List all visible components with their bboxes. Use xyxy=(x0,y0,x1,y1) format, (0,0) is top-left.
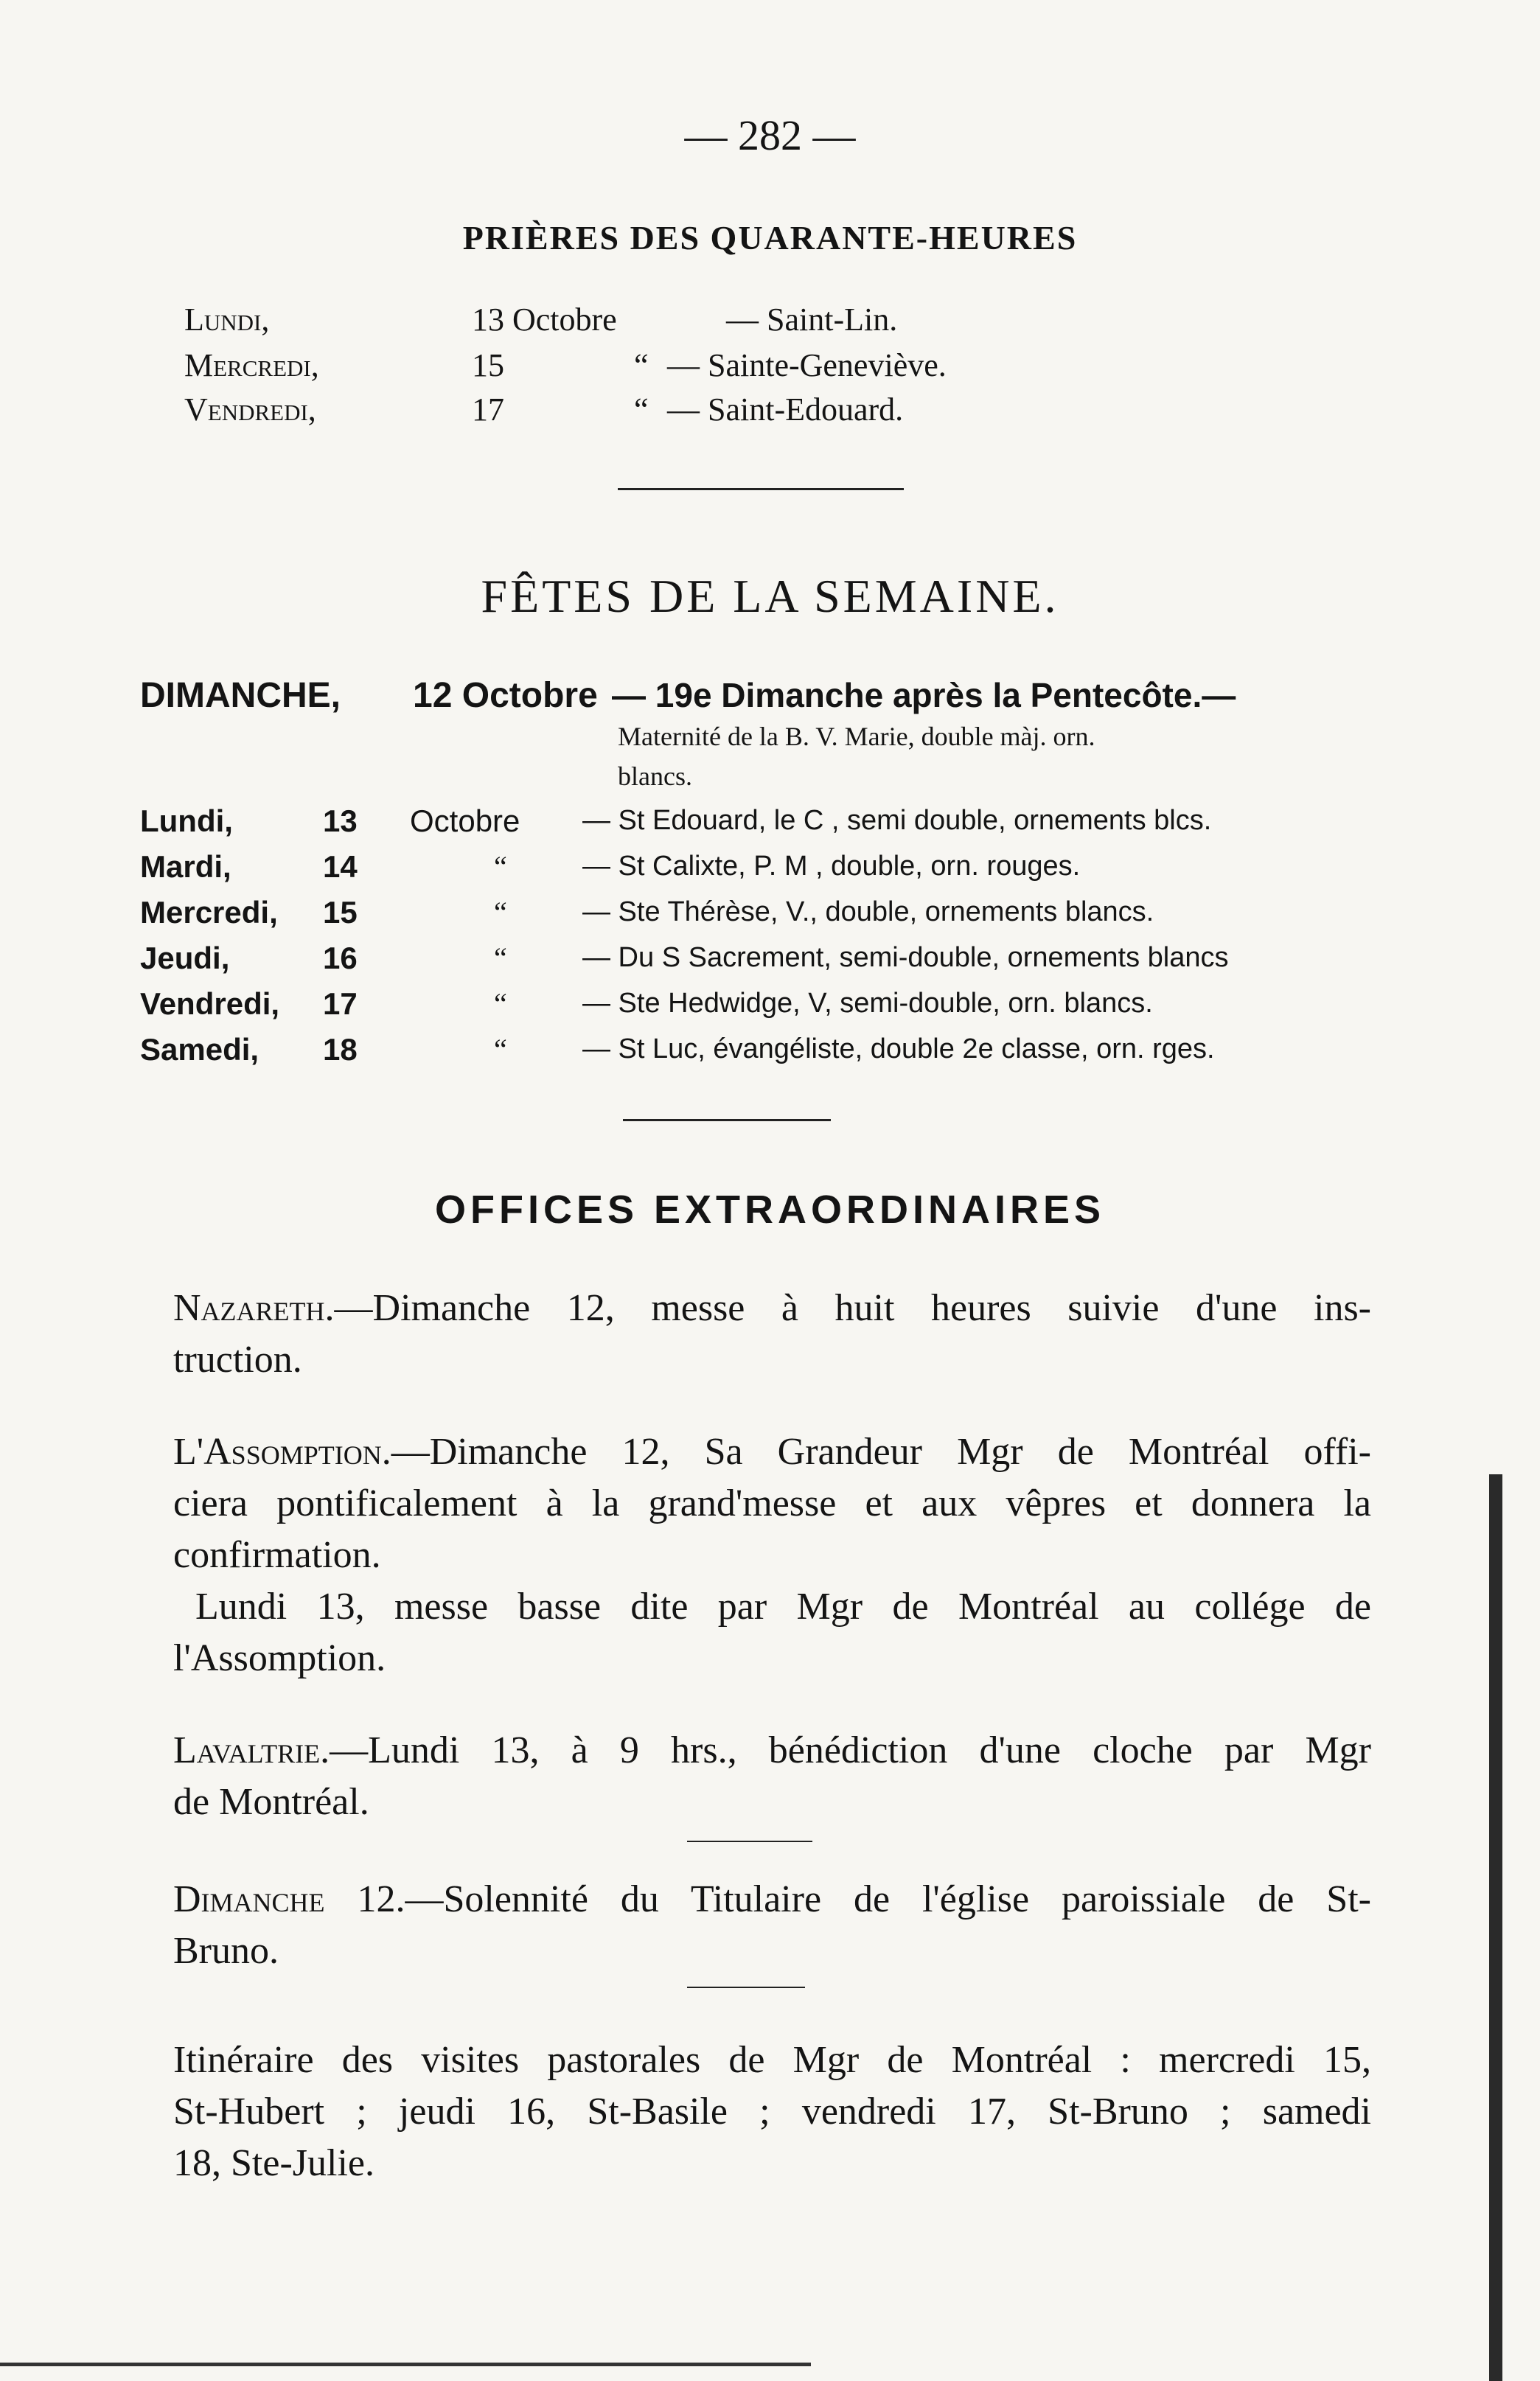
office-line: de Montréal. xyxy=(173,1781,369,1823)
office-text: —Dimanche 12, messe à huit heures suivie d'une ins- xyxy=(334,1287,1371,1329)
fete-desc: — Ste Hedwidge, V, semi-double, orn. blancs. xyxy=(582,988,1153,1019)
fete-date: 13 xyxy=(323,803,358,838)
office-text: 12.—Solennité du Titulaire de l'église paroissiale de St- xyxy=(324,1878,1371,1920)
sunday-title: — 19e Dimanche après la Pentecôte.— xyxy=(612,676,1236,714)
office-line xyxy=(173,1426,1371,1478)
office-line: l'Assomption. xyxy=(173,1637,386,1679)
section-divider xyxy=(623,1119,831,1121)
office-line: Bruno. xyxy=(173,1930,279,1972)
fete-day: Lundi, xyxy=(140,803,233,838)
office-lead: Lavaltrie. xyxy=(173,1729,330,1771)
office-line: ciera pontificalement à la grand'messe et aux vêpres et donnera la xyxy=(173,1482,1371,1524)
office-nazareth xyxy=(173,1283,1371,1386)
fete-date: 18 xyxy=(323,1032,358,1067)
prieres-day: Mercredi, xyxy=(184,347,319,383)
prieres-date: 17 xyxy=(472,391,504,428)
office-line: Itinéraire des visites pastorales de Mgr de Montréal : mercredi 15, xyxy=(173,2039,1371,2081)
fete-day: Samedi, xyxy=(140,1032,259,1067)
prieres-ditto: “ xyxy=(634,391,649,428)
office-line: truction. xyxy=(173,1339,302,1381)
fete-day: Mardi, xyxy=(140,849,231,884)
fete-ditto: “ xyxy=(494,896,507,929)
prieres-date: 15 xyxy=(472,347,504,383)
fete-ditto: “ xyxy=(494,1033,507,1066)
prieres-saint: — Saint-Lin. xyxy=(726,301,898,338)
prieres-saint: — Sainte-Geneviève. xyxy=(667,347,947,383)
page-number: — 282 — xyxy=(684,111,856,159)
fete-day: Vendredi, xyxy=(140,986,280,1021)
fete-desc: — Ste Thérèse, V., double, ornements blancs. xyxy=(582,896,1154,927)
fete-desc: — Du S Sacrement, semi-double, ornements blancs xyxy=(582,942,1229,973)
prieres-heading: PRIÈRES DES QUARANTE-HEURES xyxy=(462,219,1078,257)
fetes-heading: FÊTES DE LA SEMAINE. xyxy=(481,570,1059,622)
fete-ditto: “ xyxy=(494,987,507,1020)
office-line xyxy=(173,1725,1371,1777)
office-dimanche xyxy=(173,1874,1371,1977)
office-text: —Dimanche 12, Sa Grandeur Mgr de Montréal offi- xyxy=(391,1431,1371,1473)
office-line: 18, Ste-Julie. xyxy=(173,2142,374,2184)
fete-ditto: “ xyxy=(494,941,507,975)
office-line xyxy=(173,1283,1371,1334)
office-assomption xyxy=(173,1426,1371,1581)
prieres-day: Vendredi, xyxy=(184,391,316,428)
sunday-desc-line1: Maternité de la B. V. Marie, double màj. orn. xyxy=(618,722,1095,751)
fete-month: Octobre xyxy=(410,803,520,838)
fete-ditto: “ xyxy=(494,850,507,883)
office-lead: Nazareth. xyxy=(173,1287,335,1329)
prieres-ditto: “ xyxy=(634,347,649,383)
office-line xyxy=(173,1874,1371,1925)
office-itineraire xyxy=(173,2035,1371,2189)
office-text: —Lundi 13, à 9 hrs., bénédiction d'une cloche par Mgr xyxy=(330,1729,1371,1771)
scan-edge-line xyxy=(0,2363,811,2366)
office-lundi xyxy=(173,1581,1371,1684)
office-lavaltrie xyxy=(173,1725,1371,1828)
scan-edge-bar xyxy=(1489,1474,1502,2381)
sunday-date: 12 Octobre xyxy=(413,676,598,715)
fete-date: 16 xyxy=(323,941,358,975)
offices-heading: OFFICES EXTRAORDINAIRES xyxy=(434,1188,1106,1232)
office-line: Lundi 13, messe basse dite par Mgr de Montréal au collége de xyxy=(195,1586,1371,1628)
office-lead: L'Assomption. xyxy=(173,1431,391,1473)
office-lead: Dimanche xyxy=(173,1878,325,1920)
section-divider xyxy=(687,1841,812,1842)
fete-day: Mercredi, xyxy=(140,895,278,930)
fete-date: 14 xyxy=(323,849,358,884)
section-divider xyxy=(687,1987,805,1988)
office-line: St-Hubert ; jeudi 16, St-Basile ; vendredi 17, St-Bruno ; samedi xyxy=(173,2091,1371,2133)
sunday-day: DIMANCHE, xyxy=(140,676,341,715)
fete-day: Jeudi, xyxy=(140,941,230,975)
prieres-saint: — Saint-Edouard. xyxy=(667,391,904,428)
sunday-desc-line2: blancs. xyxy=(618,761,692,791)
fete-date: 15 xyxy=(323,895,358,930)
fete-desc: — St Calixte, P. M , double, orn. rouges. xyxy=(582,851,1081,882)
section-divider xyxy=(618,488,904,490)
prieres-day: Lundi, xyxy=(184,301,270,338)
office-line: confirmation. xyxy=(173,1534,381,1576)
fete-date: 17 xyxy=(323,986,358,1021)
fete-desc: — St Luc, évangéliste, double 2e classe, orn. rges. xyxy=(582,1033,1215,1064)
fete-desc: — St Edouard, le C , semi double, ornements blcs. xyxy=(582,805,1212,836)
prieres-date: 13 Octobre xyxy=(472,301,617,338)
